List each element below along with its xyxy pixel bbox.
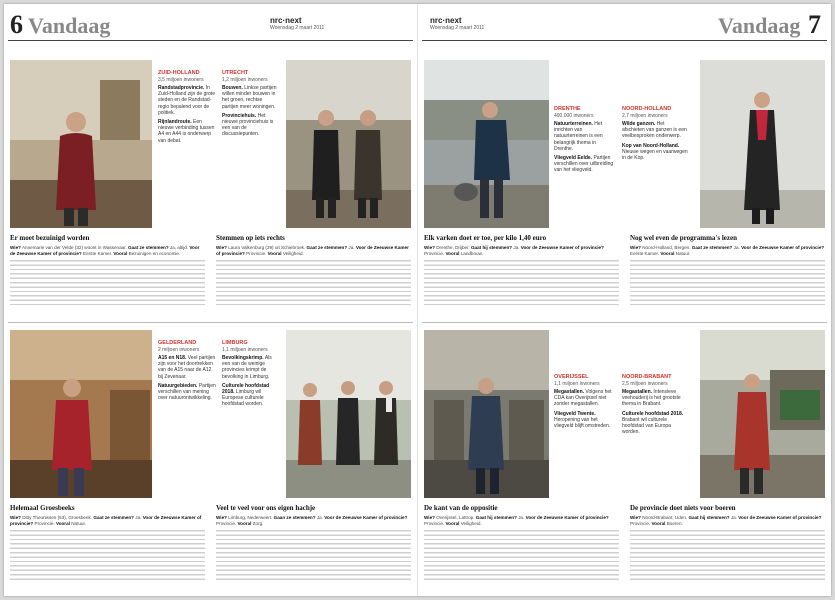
- left-page: [8, 4, 413, 596]
- masthead-date: Woensdag 2 maart 2011: [430, 25, 485, 31]
- region-population: 2,5 miljoen inwoners: [622, 381, 668, 387]
- region-info: [222, 340, 280, 500]
- article-headline: Nog wel even de programma's lezen: [630, 234, 737, 242]
- article-body: Wie? Annemarie van der Velde (32) woont in Wassenaar. Gaat ze stemmen? Ja, altijd. Voor de Zeeuwse Kamer of provincie? Eerste Kamer. Vooral Bezuinigen en economie.: [10, 245, 205, 315]
- photo-portrait: [10, 330, 152, 498]
- article-body: Wie? Ditty Theunissen (53), Groesbeek. Gaat ze stemmen? Ja. Voor de Zeeuwse Kamer of provincie? Provincie. Vooral Natuur.: [10, 515, 205, 591]
- photo-portrait: [700, 60, 825, 228]
- article-body: Wie? Drenthe, Drijber. Gaat hij stemmen? Ja. Voor de Zeeuwse Kamer of provincie? Provincie. Vooral Landbouw.: [424, 245, 619, 315]
- masthead: [430, 16, 484, 32]
- article-headline: Er moet bezuinigd worden: [10, 234, 90, 242]
- region-bullet: A15 en N18. Veel partijen zijn voor het doortrekken van de A15 naar de A12 bij Zevenaar.: [158, 355, 216, 380]
- right-page: [422, 4, 827, 596]
- masthead-brand: nrc·next: [430, 16, 462, 25]
- region-info: [222, 70, 280, 230]
- article-body: Wie? Noord-Holland, Bergen. Gaat ze stemmen? Ja. Voor de Zeeuwse Kamer of provincie? Eerste Kamer. Vooral Natuur.: [630, 245, 825, 315]
- page-number: 6: [10, 10, 23, 39]
- section-rule: [8, 322, 413, 323]
- region-bullet: Natuurterreinen. Het inrichten van natuurterreinen is een belangrijk thema in Drenthe.: [554, 121, 603, 152]
- article-body: Wie? Overijssel, Lattrop. Gaat hij stemmen? Ja. Voor de Zeeuwse Kamer of provincie? Provincie. Vooral Veiligheid.: [424, 515, 619, 591]
- page-gutter: [417, 4, 418, 596]
- photo-portrait: [424, 60, 549, 228]
- photo-portrait: [286, 330, 411, 498]
- masthead-brand: nrc·next: [270, 16, 302, 25]
- article-headline: Helemaal Groesbeeks: [10, 504, 75, 512]
- region-bullet: Vliegveld Eelde. Partijen verschillen over uitbreiding van het vliegveld.: [554, 155, 614, 174]
- masthead: [270, 16, 324, 32]
- photo-portrait: [424, 330, 549, 498]
- region-bullet: Wilde ganzen. Het afschieten van ganzen is een veelbesproken onderwerp.: [622, 121, 687, 140]
- header-rule: [8, 40, 413, 41]
- region-info: [622, 106, 688, 230]
- region-name: LIMBURG: [222, 340, 248, 346]
- region-population: 2 miljoen inwoners: [158, 347, 200, 353]
- region-name: NOORD-HOLLAND: [622, 106, 672, 112]
- region-bullet: Bevolkingskrimp. Als een van de weinige provincies krimpt de bevolking in Limburg.: [222, 355, 272, 380]
- newspaper-spread: [4, 4, 831, 596]
- page-number: 7: [808, 10, 821, 39]
- section-rule: [422, 322, 827, 323]
- region-bullet: Megastallen. Intensieve veehouderij is het grootste thema in Brabant.: [622, 389, 681, 408]
- region-bullet: Natuurgebieden. Partijen verschillen van mening over natuurontwikkeling.: [158, 382, 216, 402]
- article-headline: De provincie doet niets voor boeren: [630, 504, 736, 512]
- region-bullet: Culturele hoofdstad 2018. Brabant wil culturele hoofdstad van Europa worden.: [622, 410, 684, 436]
- article-body: Wie? Noord-Brabant, Uden. Gaat hij stemmen? Ja. Voor de Zeeuwse Kamer of provincie? Provincie. Vooral Boeren.: [630, 515, 825, 591]
- article-body: Wie? Laura Valkenburg (29) uit Schiebroek. Gaat ze stemmen? Ja. Voor de Zeeuwse Kamer of provincie? Provincie. Vooral Veiligheid.: [216, 245, 411, 315]
- article-headline: De kant van de oppositie: [424, 504, 498, 512]
- region-info: [554, 374, 614, 500]
- region-name: OVERIJSSEL: [554, 374, 589, 380]
- region-name: UTRECHT: [222, 70, 249, 76]
- region-population: 490.000 inwoners: [554, 113, 594, 119]
- region-bullet: Megastallen. Volgens het CDA kan Overijssel niet zonder megastallen.: [554, 389, 612, 408]
- region-info: [554, 106, 614, 230]
- region-population: 3,5 miljoen inwoners: [158, 77, 204, 83]
- region-bullet: Rijnlandroute. Een nieuwe verbinding tussen A4 en A44 is onderwerp van debat.: [158, 119, 215, 144]
- region-name: GELDERLAND: [158, 340, 197, 346]
- region-bullet: Culturele hoofdstad 2018. Limburg wil Europese culturele hoofdstad worden.: [222, 382, 270, 408]
- photo-portrait: [286, 60, 411, 228]
- photo-portrait: [10, 60, 152, 228]
- region-info: [158, 340, 216, 500]
- region-name: NOORD-BRABANT: [622, 374, 672, 380]
- region-info: [158, 70, 216, 230]
- region-bullet: Bouwen. Linkse partijen willen minder bouwen in het groen, rechtse partijen meer woningen.: [222, 85, 277, 110]
- page-title: Vandaag: [718, 13, 801, 38]
- region-info: [622, 374, 688, 500]
- header-rule: [422, 40, 827, 41]
- region-bullet: Kop van Noord-Holland. Nieuwe wegen en vaarwegen in de Kop.: [622, 142, 688, 162]
- article-body: Wie? Limburg, Nederweert. Gaan ze stemmen? Ja. Voor de Zeeuwse Kamer of provincie? Provincie. Vooral Zorg.: [216, 515, 411, 591]
- region-population: 1,1 miljoen inwoners: [222, 347, 268, 353]
- region-bullet: Provinciehuis. Het nieuwe provinciehuis is een van de discussiepunten.: [222, 112, 274, 138]
- region-bullet: Vliegveld Twente. Heropening van het vliegveld blijft omstreden.: [554, 410, 611, 430]
- region-name: ZUID-HOLLAND: [158, 70, 200, 76]
- article-headline: Stemmen op iets rechts: [216, 234, 285, 242]
- article-headline: Veel te veel voor ons eigen hachje: [216, 504, 316, 512]
- article-headline: Elk varken doet er toe, per kilo 1,40 euro: [424, 234, 547, 242]
- region-population: 1,2 miljoen inwoners: [222, 77, 268, 83]
- region-population: 1,1 miljoen inwoners: [554, 381, 600, 387]
- masthead-date: Woensdag 2 maart 2011: [270, 25, 325, 31]
- region-name: DRENTHE: [554, 106, 581, 112]
- page-title: Vandaag: [28, 13, 111, 38]
- region-population: 2,7 miljoen inwoners: [622, 113, 668, 119]
- photo-portrait: [700, 330, 825, 498]
- region-bullet: Randstadprovincie. In Zuid-Holland zijn de grote steden en de Randstad-regio bepalend voor de politiek.: [158, 85, 215, 116]
